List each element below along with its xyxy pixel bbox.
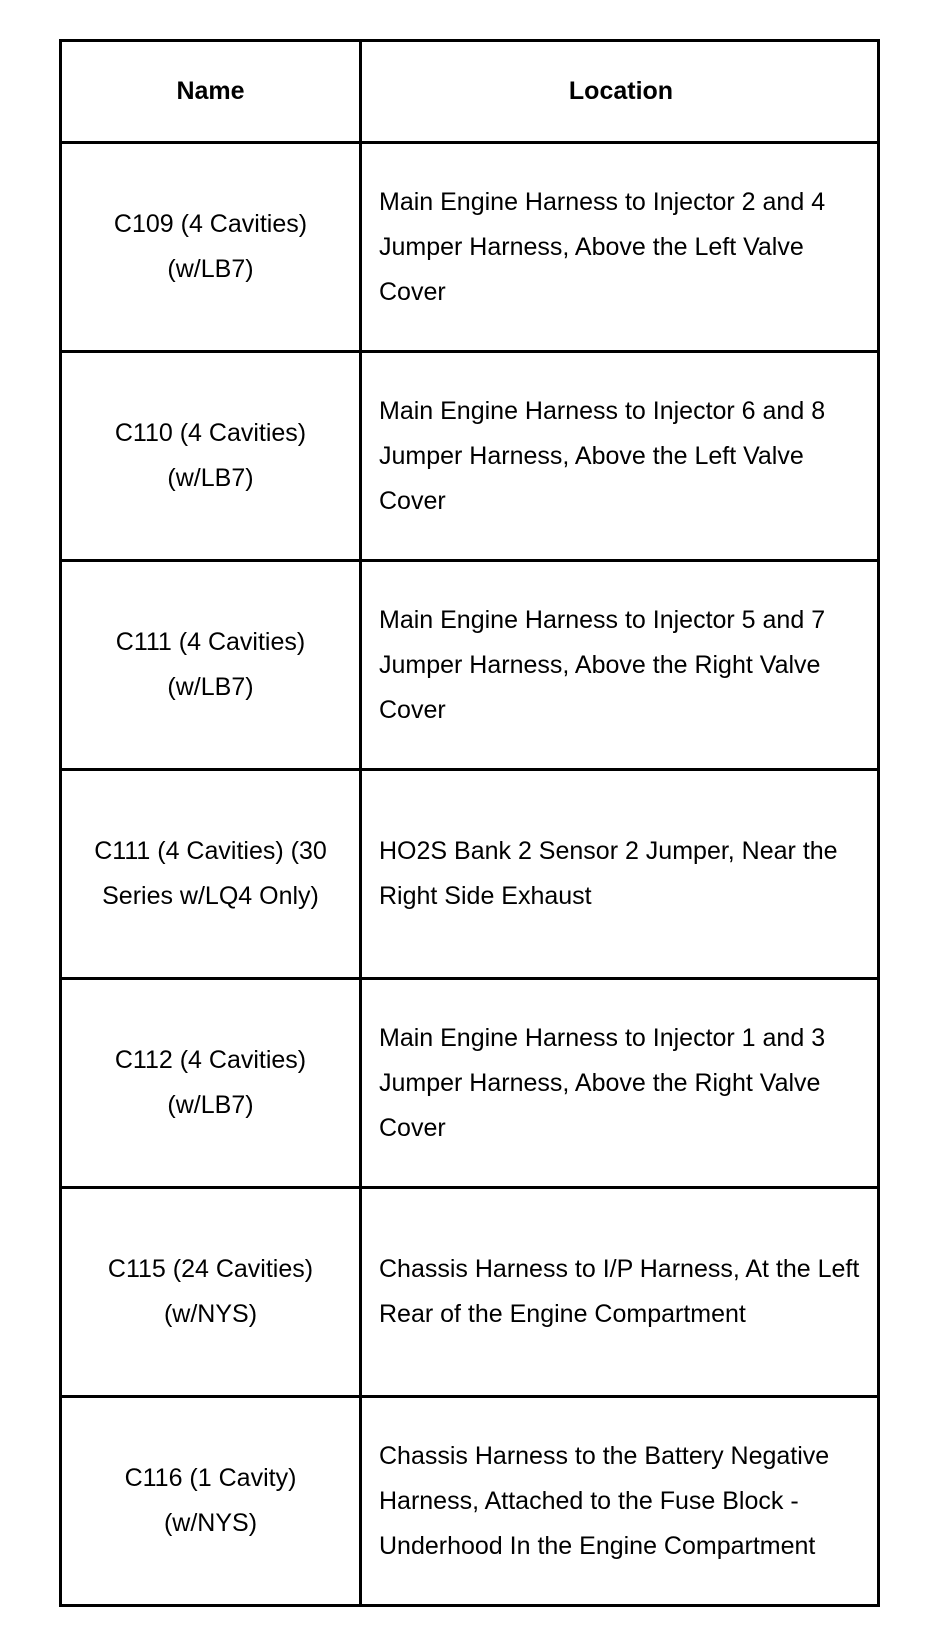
table-header-row [62, 42, 880, 144]
table-row [62, 144, 880, 353]
connector-name: C109 (4 Cavities) (w/LB7) [113, 210, 308, 283]
connector-location: Main Engine Harness to Injector 2 and 4 Jumper Harness, Above the Left Valve Cover [379, 187, 826, 306]
connector-name: C116 (1 Cavity) (w/NYS) [124, 1464, 297, 1537]
connector-name-cell [62, 1189, 362, 1395]
table-row [62, 771, 880, 980]
connector-name-cell [62, 1398, 362, 1604]
connector-name-cell [62, 771, 362, 977]
column-header-name-label: Name [176, 77, 245, 105]
connector-location: Main Engine Harness to Injector 6 and 8 Jumper Harness, Above the Left Valve Cover [379, 396, 826, 515]
connector-name: C115 (24 Cavities) (w/NYS) [107, 1255, 314, 1328]
connector-name-cell [62, 144, 362, 350]
connector-name: C110 (4 Cavities) (w/LB7) [114, 419, 307, 492]
connector-name: C111 (4 Cavities) (30 Series w/LQ4 Only) [94, 837, 327, 910]
connector-location: Main Engine Harness to Injector 5 and 7 Jumper Harness, Above the Right Valve Cover [379, 605, 826, 724]
connector-name: C112 (4 Cavities) (w/LB7) [114, 1046, 307, 1119]
table-row [62, 1398, 880, 1607]
connector-location-cell [362, 562, 880, 768]
connector-table [59, 39, 880, 1607]
connector-name-cell [62, 353, 362, 559]
connector-name-cell [62, 980, 362, 1186]
connector-location-cell [362, 980, 880, 1186]
connector-location: Chassis Harness to I/P Harness, At the Left Rear of the Engine Compartment [379, 1255, 860, 1328]
column-header-location [362, 42, 880, 141]
table-row [62, 1189, 880, 1398]
column-header-location-label: Location [568, 77, 674, 105]
connector-location-cell [362, 144, 880, 350]
connector-location: Main Engine Harness to Injector 1 and 3 Jumper Harness, Above the Right Valve Cover [379, 1023, 826, 1142]
connector-location-cell [362, 353, 880, 559]
connector-location-cell [362, 1189, 880, 1395]
connector-name: C111 (4 Cavities) (w/LB7) [115, 628, 306, 701]
table-row [62, 353, 880, 562]
connector-location-cell [362, 771, 880, 977]
table-row [62, 980, 880, 1189]
connector-location-cell [362, 1398, 880, 1604]
connector-location: HO2S Bank 2 Sensor 2 Jumper, Near the Right Side Exhaust [379, 837, 838, 910]
table-row [62, 562, 880, 771]
connector-location: Chassis Harness to the Battery Negative Harness, Attached to the Fuse Block - Underhood In the Engine Compartment [379, 1441, 830, 1560]
column-header-name [62, 42, 362, 141]
connector-name-cell [62, 562, 362, 768]
